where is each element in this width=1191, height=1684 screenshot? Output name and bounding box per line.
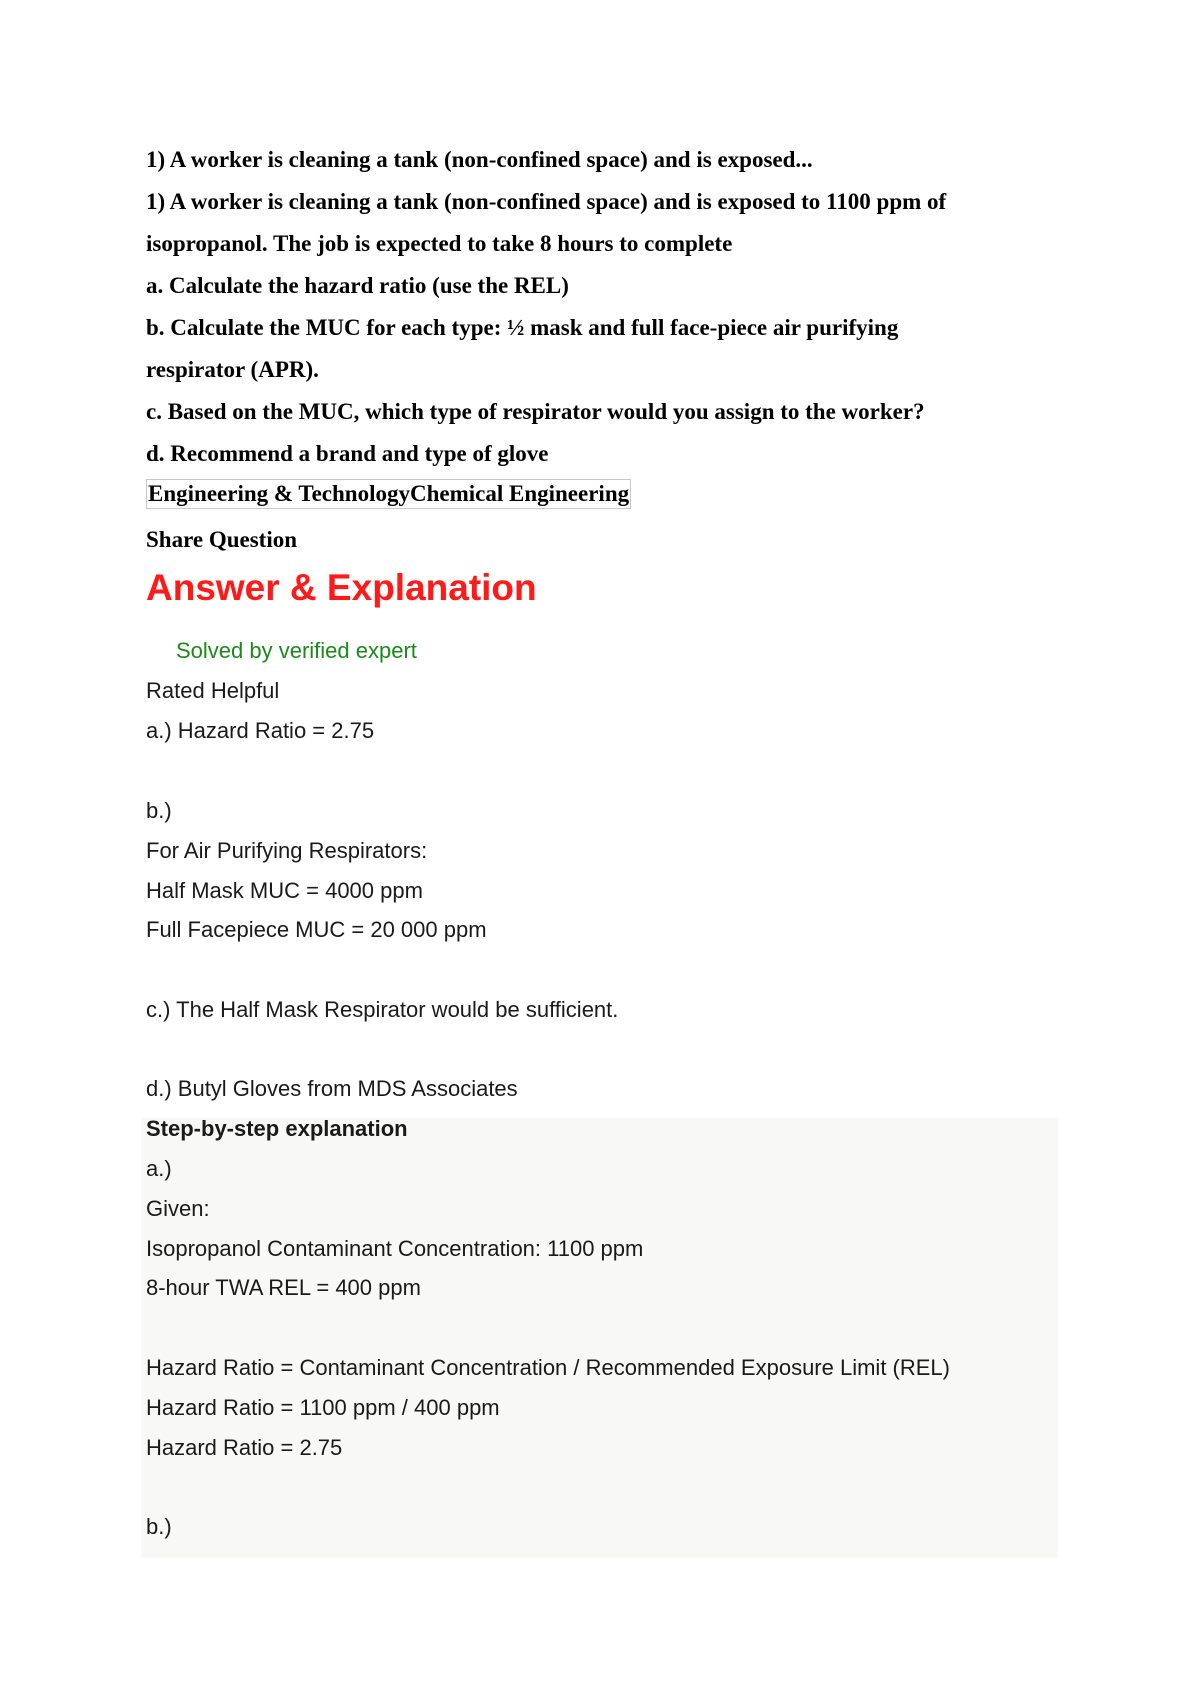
verified-expert-label: Solved by verified expert — [176, 638, 417, 663]
explanation-b-label: b.) — [146, 1514, 172, 1539]
explanation-a-label: a.) — [146, 1156, 172, 1181]
explanation-title: Step-by-step explanation — [146, 1116, 408, 1141]
answer-b-label: b.) — [146, 798, 172, 823]
question-part-c: c. Based on the MUC, which type of respirator would you assign to the worker? — [146, 399, 925, 424]
share-question-link[interactable]: Share Question — [146, 527, 298, 552]
answer-b-intro: For Air Purifying Respirators: — [146, 838, 428, 863]
answer-d: d.) Butyl Gloves from MDS Associates — [146, 1076, 518, 1101]
answer-b-full-facepiece: Full Facepiece MUC = 20 000 ppm — [146, 917, 487, 942]
explanation-calculation: Hazard Ratio = 1100 ppm / 400 ppm — [146, 1395, 500, 1420]
question-line-1: 1) A worker is cleaning a tank (non-confined space) and is exposed to 1100 ppm of — [146, 189, 947, 214]
explanation-concentration: Isopropanol Contaminant Concentration: 1100 ppm — [146, 1236, 644, 1261]
explanation-rel: 8-hour TWA REL = 400 ppm — [146, 1275, 421, 1300]
tag-topic[interactable]: Chemical Engineering — [409, 481, 630, 506]
explanation-formula: Hazard Ratio = Contaminant Concentration / Recommended Exposure Limit (REL) — [146, 1355, 950, 1380]
answer-c: c.) The Half Mask Respirator would be sufficient. — [146, 997, 619, 1022]
subject-tags — [146, 479, 631, 509]
question-part-b-line-2: respirator (APR). — [146, 357, 319, 382]
answer-heading: Answer & Explanation — [146, 567, 537, 608]
question-part-d: d. Recommend a brand and type of glove — [146, 441, 549, 466]
explanation-panel — [141, 1118, 1058, 1558]
answer-b-half-mask: Half Mask MUC = 4000 ppm — [146, 878, 423, 903]
tag-subject[interactable]: Engineering & Technology — [148, 481, 410, 506]
question-part-a: a. Calculate the hazard ratio (use the REL) — [146, 273, 569, 298]
question-line-2: isopropanol. The job is expected to take 8 hours to complete — [146, 231, 733, 256]
explanation-result: Hazard Ratio = 2.75 — [146, 1435, 343, 1460]
explanation-given: Given: — [146, 1196, 210, 1221]
question-part-b-line-1: b. Calculate the MUC for each type: ½ mask and full face-piece air purifying — [146, 315, 899, 340]
question-title: 1) A worker is cleaning a tank (non-confined space) and is exposed... — [146, 147, 813, 172]
answer-a: a.) Hazard Ratio = 2.75 — [146, 718, 375, 743]
rated-helpful-label: Rated Helpful — [146, 678, 280, 703]
